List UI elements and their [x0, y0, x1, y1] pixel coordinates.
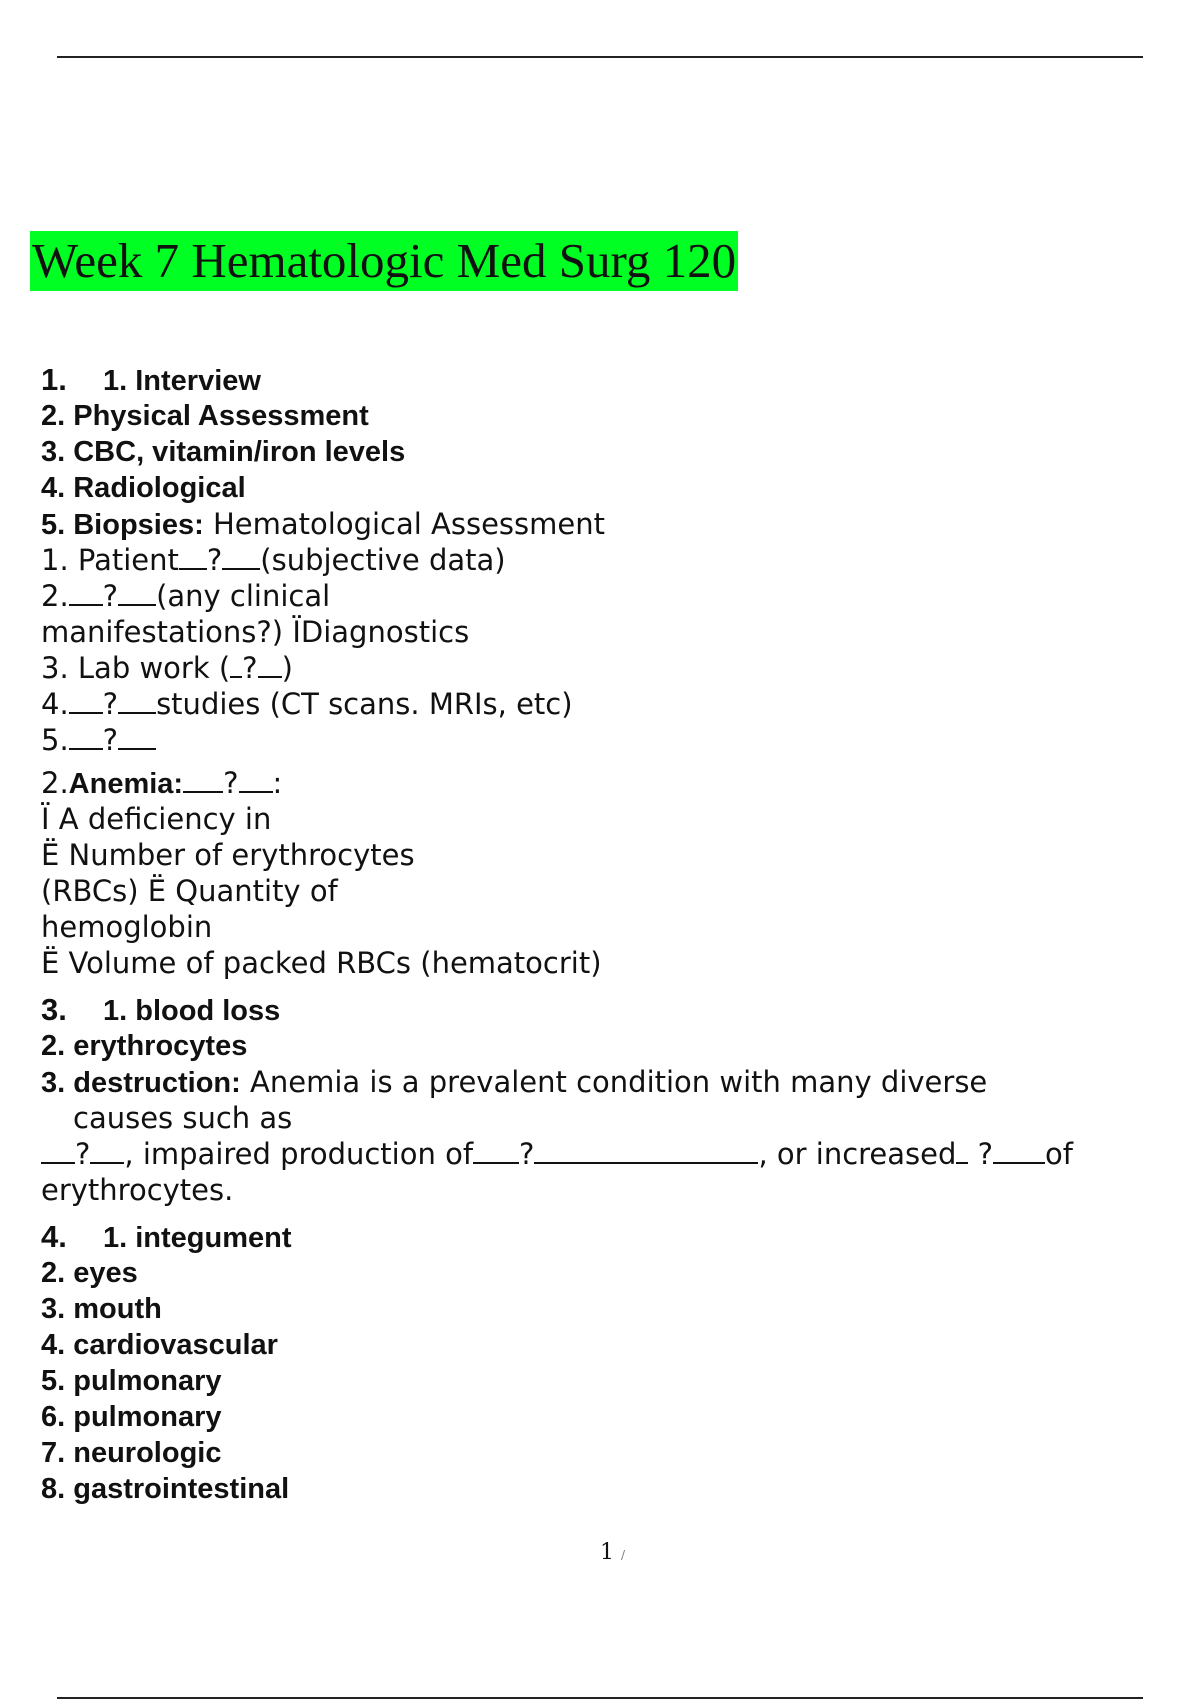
q4-item-7: 7. neurologic — [41, 1437, 222, 1469]
q2-number: 2. — [41, 766, 69, 800]
q4-item-3: 3. mouth — [41, 1293, 162, 1325]
q3-item-2: 2. erythrocytes — [41, 1030, 248, 1062]
q1-line-patient: 1. Patient ? (subjective data) — [41, 543, 506, 577]
q2-anemia: 2.Anemia: ? : — [41, 766, 283, 800]
q3-item-3-cont: causes such as — [73, 1101, 293, 1135]
q1-item-4: 4. Radiological — [41, 472, 246, 504]
q3-number: 3. — [41, 992, 67, 1027]
q4-item-4: 4. cardiovascular — [41, 1329, 278, 1361]
q2-line-4: hemoglobin — [41, 910, 213, 944]
q2-line-3: (RBCs) Ë Quantity of — [41, 874, 338, 908]
q1-item-1: 1. 1. Interview — [41, 362, 261, 397]
q1-line-labwork: 3. Lab work ( ? ) — [41, 651, 293, 685]
page-number: 1 / — [600, 1540, 626, 1565]
q1-number: 1. — [41, 362, 67, 397]
q2-line-5: Ë Volume of packed RBCs (hematocrit) — [41, 946, 602, 980]
q1-item-3: 3. CBC, vitamin/iron levels — [41, 436, 406, 468]
q4-number: 4. — [41, 1219, 67, 1254]
q3-item-3: 3. destruction: Anemia is a prevalent condition with many diverse — [41, 1065, 988, 1099]
q4-item-5: 5. pulmonary — [41, 1365, 222, 1397]
q4-item-1: 4. 1. integument — [41, 1219, 292, 1254]
top-rule — [57, 56, 1143, 58]
q1-item-5: 5. Biopsies: Hematological Assessment — [41, 507, 605, 541]
document-title: Week 7 Hematologic Med Surg 120 — [30, 231, 738, 291]
q3-line-fill: ? , impaired production of ? , or increased ? of — [41, 1136, 1073, 1172]
q1-line-studies: 4. ? studies (CT scans. MRIs, etc) — [41, 687, 573, 721]
q1-item-2: 2. Physical Assessment — [41, 400, 369, 432]
q2-line-1: Ï A deficiency in — [41, 802, 272, 836]
q1-line-manifestations: manifestations?) ÏDiagnostics — [41, 615, 470, 649]
q1-line-5: 5. ? — [41, 722, 156, 758]
bottom-rule — [57, 1697, 1143, 1699]
q4-item-6: 6. pulmonary — [41, 1401, 222, 1433]
q3-line-erythrocytes: erythrocytes. — [41, 1173, 234, 1207]
q3-item-1: 3. 1. blood loss — [41, 992, 281, 1027]
q4-item-8: 8. gastrointestinal — [41, 1473, 290, 1505]
q4-item-2: 2. eyes — [41, 1257, 138, 1289]
q2-line-2: Ë Number of erythrocytes — [41, 838, 415, 872]
q1-line-clinical: 2. ? (any clinical — [41, 579, 331, 613]
